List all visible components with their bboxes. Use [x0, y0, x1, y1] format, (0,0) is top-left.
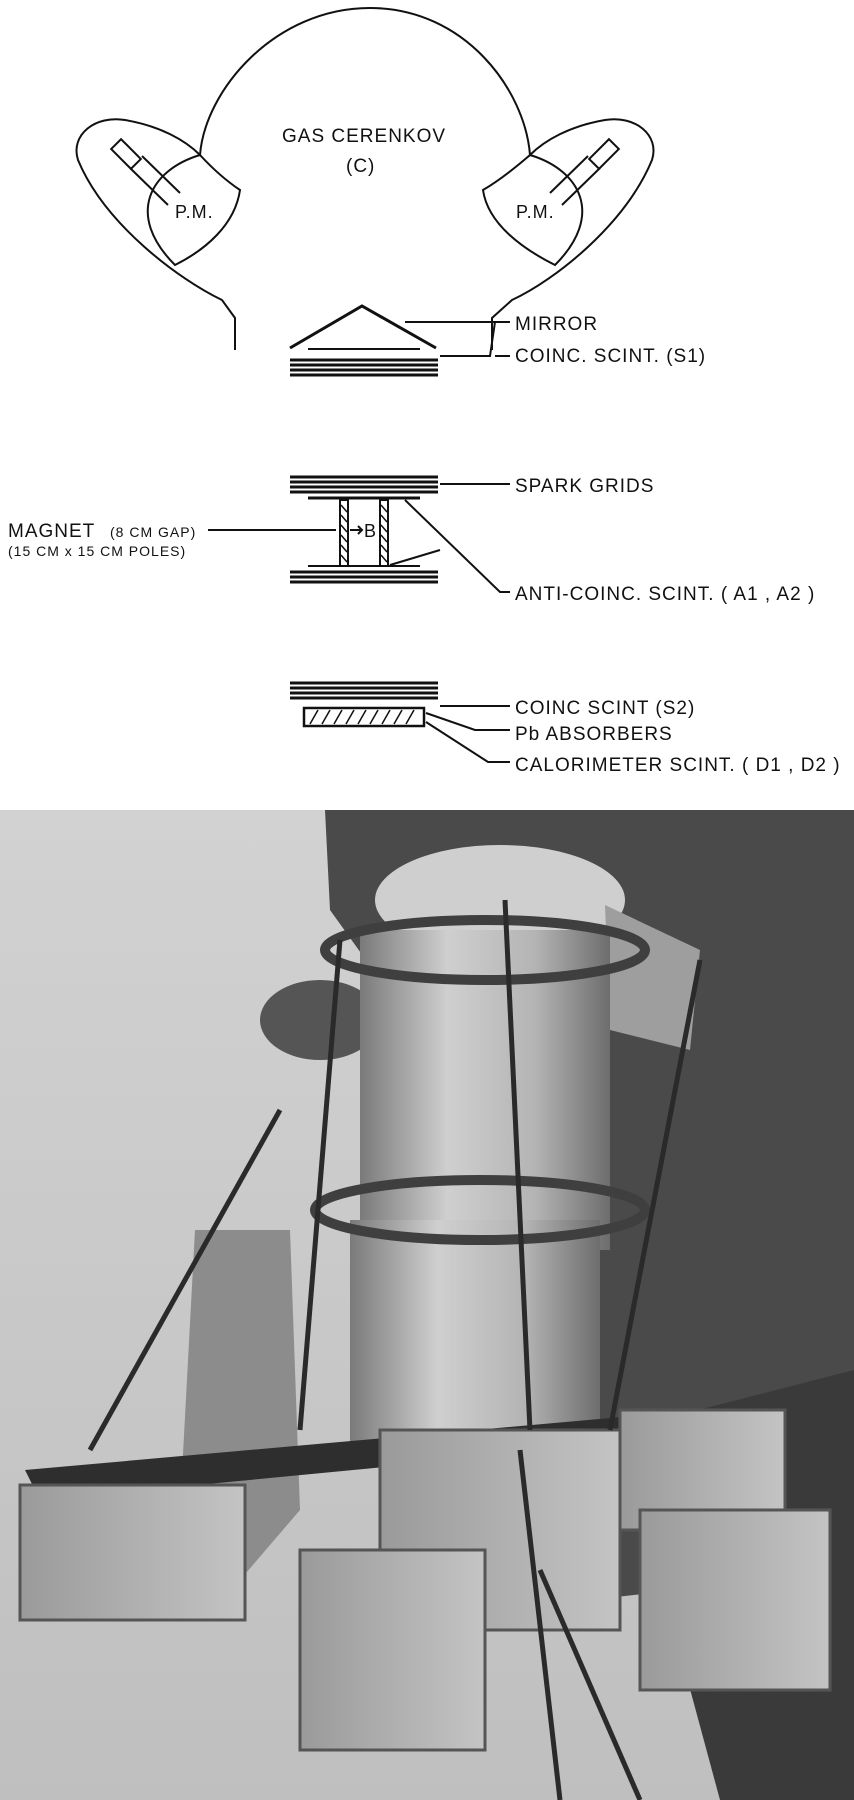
diagram-svg	[0, 0, 854, 810]
s1-label: COINC. SCINT. (S1)	[515, 346, 707, 367]
s1-leader	[440, 322, 510, 356]
cerenkov-vessel-outline	[76, 8, 653, 350]
pm-left-tube	[111, 139, 180, 205]
s2-scintillator-stack	[290, 683, 438, 698]
pb-leader	[426, 713, 510, 730]
spark-grids-bottom	[290, 566, 438, 582]
spark-grids-top	[290, 477, 438, 498]
box-lower-left	[300, 1550, 485, 1750]
spark-grids-label: SPARK GRIDS	[515, 476, 655, 497]
s2-label: COINC SCINT (S2)	[515, 698, 696, 719]
mirror-label: MIRROR	[515, 314, 599, 335]
magnet-poles-label: (15 CM x 15 CM POLES)	[8, 543, 187, 559]
pb-absorber-hatching	[310, 710, 414, 724]
cerenkov-title: GAS CERENKOV	[282, 126, 447, 147]
pb-absorbers-label: Pb ABSORBERS	[515, 724, 673, 745]
photo-svg	[0, 810, 854, 1800]
magnet-gap-label: (8 CM GAP)	[110, 524, 197, 540]
pm-left-label: P.M.	[175, 202, 214, 222]
main-cylinder-lower	[350, 1220, 600, 1450]
s1-scintillator-stack	[290, 349, 438, 375]
field-symbol: B	[364, 521, 378, 541]
mirror	[290, 306, 436, 348]
box-lower-right	[640, 1510, 830, 1690]
detector-diagram	[0, 0, 854, 810]
cerenkov-symbol: (C)	[346, 156, 376, 177]
pm-right-label: P.M.	[516, 202, 555, 222]
pm-right-tube	[550, 139, 619, 205]
box-left	[20, 1485, 245, 1620]
anti-coinc-label: ANTI-COINC. SCINT. ( A1 , A2 )	[515, 584, 816, 605]
magnet-label: MAGNET	[8, 521, 96, 542]
payload-photograph	[0, 810, 854, 1800]
calorimeter-label: CALORIMETER SCINT. ( D1 , D2 )	[515, 755, 841, 776]
